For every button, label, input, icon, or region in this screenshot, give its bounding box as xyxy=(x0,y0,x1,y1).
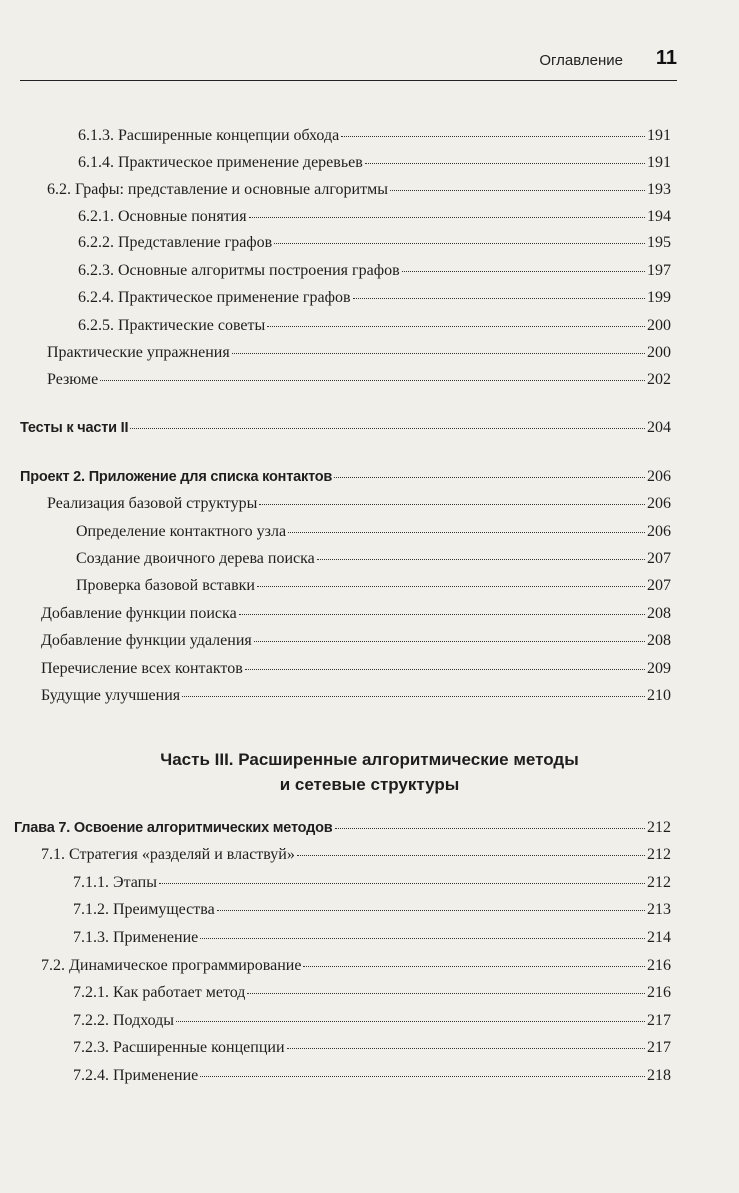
toc-entry-label: 6.1.3. Расширенные концепции обхода xyxy=(78,127,340,144)
toc-entry-tests xyxy=(20,418,671,438)
toc-entry xyxy=(41,845,671,865)
running-header xyxy=(20,46,677,81)
leader-dots xyxy=(259,504,645,505)
toc-entry-page: 206 xyxy=(647,495,671,512)
toc-entry-label: Создание двоичного дерева поиска xyxy=(76,550,315,567)
toc-entry-page: 191 xyxy=(647,154,671,171)
leader-dots xyxy=(390,190,645,191)
toc-entry-label: Резюме xyxy=(47,371,99,388)
leader-dots xyxy=(297,855,645,856)
toc-entry-label: 7.2.1. Как работает метод xyxy=(73,984,246,1001)
toc-entry-chapter xyxy=(14,818,671,838)
leader-dots xyxy=(217,910,645,911)
toc-entry-page: 209 xyxy=(647,660,671,677)
leader-dots xyxy=(365,163,645,164)
toc-entry xyxy=(41,604,671,624)
leader-dots xyxy=(159,883,645,884)
toc-entry-label: 7.2.3. Расширенные концепции xyxy=(73,1039,285,1056)
toc-entry xyxy=(78,261,671,281)
leader-dots xyxy=(334,477,645,478)
leader-dots xyxy=(200,938,645,939)
toc-entry-label: 7.1.3. Применение xyxy=(73,929,199,946)
toc-entry-label: Добавление функции удаления xyxy=(41,632,252,649)
toc-entry xyxy=(41,956,671,976)
toc-entry-label: 7.1.1. Этапы xyxy=(73,874,157,891)
leader-dots xyxy=(254,641,645,642)
toc-entry-page: 206 xyxy=(647,468,671,485)
toc-entry-page: 197 xyxy=(647,262,671,279)
toc-entry-label: 6.2.1. Основные понятия xyxy=(78,208,247,225)
toc-entry xyxy=(78,316,671,336)
toc-entry-label: 6.2.3. Основные алгоритмы построения графов xyxy=(78,262,400,279)
leader-dots xyxy=(232,353,645,354)
toc-entry xyxy=(73,873,671,893)
toc-entry xyxy=(73,1066,671,1086)
leader-dots xyxy=(341,136,645,137)
leader-dots xyxy=(267,326,645,327)
toc-entry-page: 208 xyxy=(647,632,671,649)
toc-entry-label: Практические упражнения xyxy=(47,344,230,361)
toc-entry xyxy=(41,659,671,679)
toc-entry-label: Тесты к части II xyxy=(20,420,129,436)
toc-entry xyxy=(41,631,671,651)
part-heading-line2: и сетевые структуры xyxy=(279,775,460,794)
toc-entry-page: 200 xyxy=(647,344,671,361)
toc-entry-label: 7.2.2. Подходы xyxy=(73,1012,175,1029)
toc-entry-page: 204 xyxy=(647,419,671,436)
leader-dots xyxy=(200,1076,645,1077)
leader-dots xyxy=(247,993,645,994)
part-heading xyxy=(0,747,739,797)
leader-dots xyxy=(257,586,645,587)
toc-entry xyxy=(73,1038,671,1058)
toc-entry xyxy=(78,126,671,146)
toc-entry-page: 216 xyxy=(647,957,671,974)
leader-dots xyxy=(100,380,645,381)
toc-entry-label: 6.2.5. Практические советы xyxy=(78,317,266,334)
toc-entry-label: 6.1.4. Практическое применение деревьев xyxy=(78,154,363,171)
toc-entry-page: 195 xyxy=(647,234,671,251)
toc-entry-label: Проверка базовой вставки xyxy=(76,577,255,594)
toc-entry xyxy=(73,983,671,1003)
toc-entry-page: 207 xyxy=(647,577,671,594)
toc-entry-label: 7.1.2. Преимущества xyxy=(73,901,215,918)
leader-dots xyxy=(402,271,645,272)
toc-entry-page: 212 xyxy=(647,819,671,836)
leader-dots xyxy=(317,559,645,560)
toc-entry xyxy=(76,549,671,569)
toc-entry-page: 207 xyxy=(647,550,671,567)
toc-entry-label: Перечисление всех контактов xyxy=(41,660,243,677)
leader-dots xyxy=(176,1021,645,1022)
toc-entry-page: 216 xyxy=(647,984,671,1001)
toc-entry-project xyxy=(20,467,671,487)
toc-entry xyxy=(76,576,671,596)
toc-entry-page: 218 xyxy=(647,1067,671,1084)
leader-dots xyxy=(239,614,645,615)
toc-entry-page: 212 xyxy=(647,846,671,863)
leader-dots xyxy=(274,243,645,244)
leader-dots xyxy=(353,298,645,299)
toc-entry-label: Определение контактного узла xyxy=(76,523,287,540)
toc-entry-page: 208 xyxy=(647,605,671,622)
part-heading-line1: Часть III. Расширенные алгоритмические методы xyxy=(160,750,579,769)
toc-entry xyxy=(78,153,671,173)
toc-entry-label: 7.2. Динамическое программирование xyxy=(41,957,302,974)
toc-entry xyxy=(73,928,671,948)
toc-entry-page: 217 xyxy=(647,1012,671,1029)
toc-entry-page: 199 xyxy=(647,289,671,306)
toc-entry xyxy=(47,494,671,514)
leader-dots xyxy=(182,696,645,697)
toc-entry-page: 206 xyxy=(647,523,671,540)
toc-entry-label: Будущие улучшения xyxy=(41,687,181,704)
toc-entry-page: 213 xyxy=(647,901,671,918)
toc-entry-page: 217 xyxy=(647,1039,671,1056)
toc-entry-page: 202 xyxy=(647,371,671,388)
toc-entry xyxy=(73,900,671,920)
toc-entry-label: Глава 7. Освоение алгоритмических методов xyxy=(14,820,333,836)
toc-entry-label: Проект 2. Приложение для списка контактов xyxy=(20,469,333,485)
toc-entry-page: 212 xyxy=(647,874,671,891)
toc-entry xyxy=(47,180,671,200)
toc-entry-label: 6.2. Графы: представление и основные алгоритмы xyxy=(47,181,388,198)
toc-entry xyxy=(73,1011,671,1031)
toc-entry xyxy=(47,370,671,390)
toc-entry-page: 200 xyxy=(647,317,671,334)
leader-dots xyxy=(245,669,645,670)
header-title: Оглавление xyxy=(539,52,623,69)
toc-entry xyxy=(76,522,671,542)
toc-entry xyxy=(78,207,671,227)
toc-entry-label: Добавление функции поиска xyxy=(41,605,237,622)
leader-dots xyxy=(303,966,645,967)
leader-dots xyxy=(288,532,645,533)
leader-dots xyxy=(249,217,645,218)
toc-entry-label: 6.2.4. Практическое применение графов xyxy=(78,289,351,306)
toc-entry-page: 194 xyxy=(647,208,671,225)
toc-entry-page: 193 xyxy=(647,181,671,198)
toc-entry-page: 214 xyxy=(647,929,671,946)
header-page-number: 11 xyxy=(655,47,677,69)
toc-entry-label: 7.2.4. Применение xyxy=(73,1067,199,1084)
leader-dots xyxy=(335,828,645,829)
toc-entry-label: 7.1. Стратегия «разделяй и властвуй» xyxy=(41,846,295,863)
leader-dots xyxy=(287,1048,646,1049)
toc-entry xyxy=(78,233,671,253)
toc-entry xyxy=(78,288,671,308)
toc-entry-page: 210 xyxy=(647,687,671,704)
leader-dots xyxy=(130,428,645,429)
toc-entry-label: Реализация базовой структуры xyxy=(47,495,258,512)
toc-entry xyxy=(41,686,671,706)
toc-entry-label: 6.2.2. Представление графов xyxy=(78,234,273,251)
toc-entry xyxy=(47,343,671,363)
toc-entry-page: 191 xyxy=(647,127,671,144)
